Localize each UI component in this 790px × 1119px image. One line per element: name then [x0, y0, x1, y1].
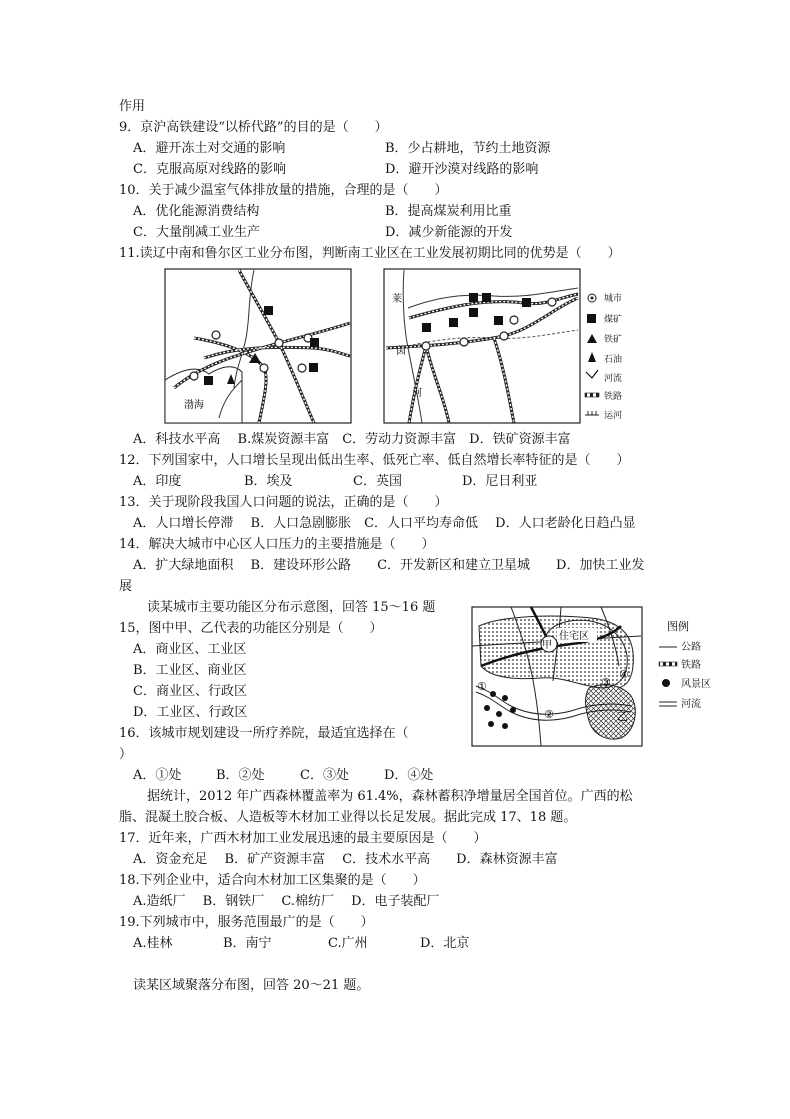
svg-text:河流: 河流 — [681, 699, 701, 710]
q10-option-d: D．减少新能源的开发 — [385, 225, 513, 240]
residential-label: 住宅区 — [559, 631, 589, 642]
svg-text:②: ② — [544, 708, 554, 721]
q17-options: A．资金充足 B．矿产资源丰富 C．技术水平高 D．森林资源丰富 — [133, 852, 558, 867]
svg-text:③: ③ — [601, 676, 611, 689]
question-17: 17．近年来，广西木材加工业发展迅速的最主要原因是（ ） — [119, 831, 487, 846]
q9-option-a: A．避开冻土对交通的影响 — [133, 141, 286, 156]
q19-option-d: D．北京 — [420, 936, 470, 951]
q15-option-d: D．工业区、行政区 — [133, 705, 248, 720]
svg-text:石油: 石油 — [604, 355, 623, 365]
q16-option-a: A．①处 — [133, 768, 182, 783]
industry-distribution-map — [164, 268, 644, 426]
city-function-map — [471, 606, 721, 748]
q9-option-c: C．克服高原对线路的影响 — [133, 162, 286, 177]
q9-option-d: D．避开沙漠对线路的影响 — [385, 162, 539, 177]
q15-option-c: C．商业区、行政区 — [133, 684, 247, 699]
q16-option-c: C．③处 — [300, 768, 349, 783]
svg-text:①: ① — [477, 680, 487, 693]
svg-text:茵: 茵 — [396, 346, 406, 357]
svg-text:④: ④ — [619, 668, 629, 681]
q9-option-b: B．少占耕地，节约土地资源 — [385, 141, 551, 156]
q13-options: A．人口增长停滞 B．人口急剧膨胀 C．人口平均寿命低 D．人口老龄化日趋凸显 — [133, 516, 636, 531]
svg-text:河: 河 — [412, 388, 422, 399]
q12-option-a: A．印度 — [133, 474, 182, 489]
svg-text:河流: 河流 — [604, 374, 623, 384]
reading-15-16: 读某城市主要功能区分布示意图，回答 15～16 题 — [147, 600, 436, 615]
svg-text:铁矿: 铁矿 — [604, 335, 623, 345]
svg-text:铁路: 铁路 — [604, 392, 623, 402]
q19-option-a: A.桂林 — [133, 936, 173, 951]
q15-option-a: A．商业区、工业区 — [133, 642, 247, 657]
svg-text:铁路: 铁路 — [681, 660, 701, 671]
question-15: 15，图中甲、乙代表的功能区分别是（ ） — [119, 621, 383, 636]
map-legend-title: 图例 — [667, 620, 689, 633]
passage-line-1: 据统计，2012 年广西森林覆盖率为 61.4%，森林蓄积净增量居全国首位。广西的松 — [147, 789, 633, 804]
question-10: 10．关于减少温室气体排放量的措施，合理的是（ ） — [119, 183, 448, 198]
bohai-sea-label: 渤海 — [184, 400, 204, 411]
zone-yi-label: 乙 — [617, 710, 628, 723]
q11-options: A．科技水平高 B.煤炭资源丰富 C．劳动力资源丰富 D．铁矿资源丰富 — [133, 432, 571, 447]
svg-text:城市: 城市 — [604, 294, 623, 304]
zone-jia-label: 甲 — [542, 640, 552, 651]
question-12: 12．下列国家中，人口增长呈现出低出生率、低死亡率、低自然增长率特征的是（ ） — [119, 453, 630, 468]
q12-option-c: C．英国 — [353, 474, 402, 489]
text-line: 作用 — [119, 99, 146, 114]
q16-continued: ） — [119, 747, 133, 762]
question-9: 9．京沪高铁建设“以桥代路”的目的是（ ） — [119, 120, 388, 135]
q16-option-d: D．④处 — [384, 768, 434, 783]
q10-option-a: A．优化能源消费结构 — [133, 204, 260, 219]
q12-option-d: D．尼日利亚 — [462, 474, 538, 489]
question-18: 18.下列企业中，适合向木材加工区集聚的是（ ） — [119, 873, 426, 888]
q12-option-b: B．埃及 — [244, 474, 293, 489]
question-11: 11.读辽中南和鲁尔区工业分布图，判断南工业区在工业发展初期比同的优势是（ ） — [119, 246, 621, 261]
q10-option-c: C．大量削减工业生产 — [133, 225, 260, 240]
q10-option-b: B．提高煤炭利用比重 — [385, 204, 512, 219]
q16-option-b: B．②处 — [216, 768, 265, 783]
q14-continued: 展 — [119, 579, 133, 594]
q14-options: A．扩大绿地面积 B．建设环形公路 C．开发新区和建立卫星城 D．加快工业发 — [133, 558, 645, 573]
q19-option-c: C.广州 — [328, 936, 368, 951]
question-16: 16．该城市规划建设一所疗养院，最适宜选择在（ — [119, 726, 409, 741]
q19-option-b: B．南宁 — [223, 936, 272, 951]
svg-text:风景区: 风景区 — [681, 679, 711, 690]
question-13: 13．关于现阶段我国人口问题的说法，正确的是（ ） — [119, 495, 448, 510]
q15-option-b: B．工业区、商业区 — [133, 663, 247, 678]
svg-text:公路: 公路 — [681, 642, 701, 653]
svg-text:煤矿: 煤矿 — [604, 315, 623, 325]
passage-line-2: 脂、混凝土胶合板、人造板等木材加工业得以长足发展。据此完成 17、18 题。 — [119, 810, 577, 825]
q18-options: A.造纸厂 B．钢铁厂 C.棉纺厂 D．电子装配厂 — [133, 894, 440, 909]
svg-text:莱: 莱 — [392, 294, 402, 305]
question-14: 14．解决大城市中心区人口压力的主要措施是（ ） — [119, 537, 435, 552]
question-19: 19.下列城市中，服务范围最广的是（ ） — [119, 915, 374, 930]
reading-20-21: 读某区域聚落分布图，回答 20～21 题。 — [133, 978, 370, 993]
svg-text:运河: 运河 — [604, 411, 623, 421]
